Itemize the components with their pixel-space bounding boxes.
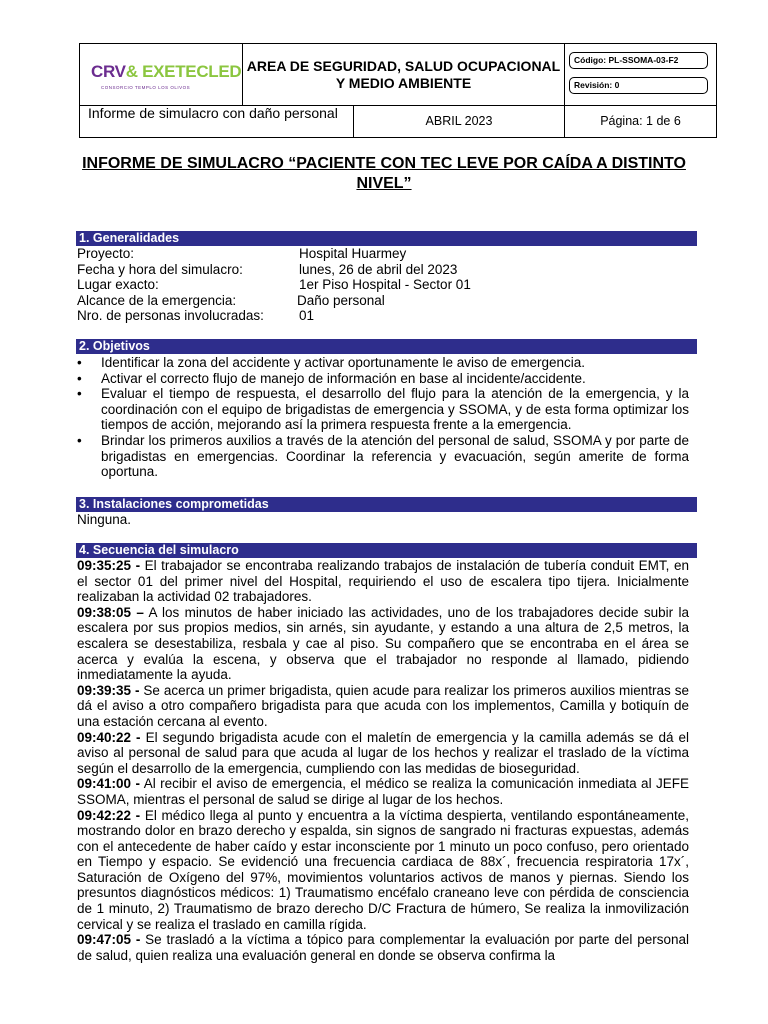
sequence-text: Se acerca un primer brigadista, quien acude para realizar los primeros auxilios mientras se dá el aviso a otro compañero brigadista para que acuda con los implementos, Camilla y botiquín de una estación cercana al evento. bbox=[77, 682, 689, 729]
logo-subtitle: CONSORCIO TEMPLO LOS OLIVOS bbox=[101, 85, 191, 90]
generalidades-row bbox=[77, 308, 697, 324]
logo-wordmark bbox=[91, 62, 241, 82]
timestamp: 09:47:05 - bbox=[77, 932, 141, 948]
document-title: INFORME DE SIMULACRO “PACIENTE CON TEC LEVE POR CAÍDA A DISTINTO NIVEL” bbox=[82, 155, 686, 192]
secuencia-list bbox=[77, 558, 689, 963]
timestamp: 09:39:35 - bbox=[77, 682, 140, 698]
logo-text-crv: CRV bbox=[91, 62, 126, 81]
document-header bbox=[79, 43, 717, 138]
list-item-text: Activar el correcto flujo de manejo de información en base al incidente/accidente. bbox=[101, 370, 586, 386]
sequence-entry bbox=[77, 605, 689, 683]
section-heading-objetivos: 2. Objetivos bbox=[76, 339, 697, 354]
sequence-text: El trabajador se encontraba realizando trabajos de instalación de tubería conduit EMT, en el sector 01 del primer nivel del Hospital, requiriendo el uso de escalera tipo tijera. Inicialmente realizaban la actividad 02 trabajadores. bbox=[77, 558, 689, 605]
document-revision: Revisión: 0 bbox=[569, 77, 708, 94]
logo-text-exetecled: & EXETECLED bbox=[125, 62, 242, 81]
generalidades-row bbox=[77, 262, 697, 278]
field-value: 01 bbox=[299, 308, 315, 324]
generalidades-list bbox=[77, 246, 697, 324]
field-label: Fecha y hora del simulacro: bbox=[77, 261, 243, 277]
bullet: • bbox=[77, 432, 82, 448]
timestamp: 09:42:22 - bbox=[77, 807, 141, 823]
bullet: • bbox=[77, 355, 82, 370]
sequence-text: El segundo brigadista acude con el maletín de emergencia y la camilla además se dá el aviso al personal de salud para que acuda al lugar de los hechos y realizar el traslado de la víctima según el desarrollo de la emergencia, cumpliendo con las medidas de bioseguridad. bbox=[77, 729, 689, 776]
field-label: Alcance de la emergencia: bbox=[77, 292, 237, 308]
timestamp: 09:35:25 - bbox=[77, 558, 141, 573]
sequence-text: Al recibir el aviso de emergencia, el médico se realiza la comunicación inmediata al JEFE SSOMA, mientras el personal de salud se dirige al lugar de los hechos. bbox=[77, 776, 690, 807]
generalidades-row bbox=[77, 293, 697, 309]
sequence-entry bbox=[77, 683, 689, 730]
timestamp: 09:40:22 - bbox=[77, 729, 141, 745]
field-value: 1er Piso Hospital - Sector 01 bbox=[299, 277, 471, 293]
sequence-entry bbox=[77, 730, 689, 777]
bullet: • bbox=[77, 370, 82, 386]
timestamp: 09:38:05 – bbox=[77, 604, 144, 620]
section-heading-generalidades: 1. Generalidades bbox=[76, 231, 697, 246]
list-item bbox=[77, 386, 689, 433]
sequence-text: Se trasladó a la víctima a tópico para complementar la evaluación por parte del personal de salud, quien realiza una evaluación general en donde se observa confirma la bbox=[77, 932, 689, 963]
field-label: Nro. de personas involucradas: bbox=[77, 308, 264, 324]
list-item-text: Brindar los primeros auxilios a través de la atención del personal de salud, SSOMA y por parte de brigadistas en emergencias. Coordinar la referencia y evacuación, según amerite de forma oportuna. bbox=[101, 432, 689, 480]
objetivos-list bbox=[77, 355, 689, 480]
document-description: Informe de simulacro con daño personal bbox=[88, 105, 338, 121]
list-item bbox=[77, 433, 689, 480]
document-date: ABRIL 2023 bbox=[425, 114, 493, 128]
generalidades-row bbox=[77, 246, 697, 262]
section-heading-instalaciones: 3. Instalaciones comprometidas bbox=[76, 497, 697, 512]
header-title: AREA DE SEGURIDAD, SALUD OCUPACIONAL Y MEDIO AMBIENTE bbox=[246, 57, 561, 91]
field-value: Hospital Huarmey bbox=[299, 246, 407, 261]
document-code: Código: PL-SSOMA-03-F2 bbox=[569, 52, 708, 69]
page-number: Página: 1 de 6 bbox=[600, 114, 681, 128]
generalidades-row bbox=[77, 277, 697, 293]
list-item-text: Identificar la zona del accidente y activar oportunamente le aviso de emergencia. bbox=[101, 355, 586, 370]
company-logo bbox=[87, 52, 242, 96]
bullet: • bbox=[77, 386, 82, 402]
field-label: Proyecto: bbox=[77, 246, 135, 261]
field-label: Lugar exacto: bbox=[77, 277, 159, 293]
list-item bbox=[77, 355, 689, 371]
timestamp: 09:41:00 - bbox=[77, 776, 140, 792]
sequence-entry bbox=[77, 808, 689, 933]
list-item bbox=[77, 371, 689, 387]
sequence-entry bbox=[77, 932, 689, 963]
sequence-entry bbox=[77, 776, 689, 807]
sequence-text: El médico llega al punto y encuentra a la víctima despierta, ventilando espontáneamente, mostrando dolor en brazo derecho y espalda, sin signos de sangrado ni fracturas expuestas, además con el antecedente de haber caído y estar inconsciente por 1 minuto un poco confuso, pero orientado en Tiempo y espacio. Se evidenció una frecuencia cardiaca de 88x´, frecuencia respiratoria 17x´, Saturación de Oxígeno del 97%, movimientos voluntarios activos de manos y piernas. Siendo los presuntos diagnósticos médicos: 1) Traumatismo encéfalo craneano leve con pérdida de consciencia de 1 minuto, 2) Traumatismo de brazo derecho D/C Fractura de húmero, Se realiza la inmovilización cervical y se realiza el traslado en camilla rígida. bbox=[77, 807, 689, 932]
field-value: lunes, 26 de abril del 2023 bbox=[299, 261, 458, 277]
sequence-entry bbox=[77, 558, 689, 605]
sequence-text: A los minutos de haber iniciado las actividades, uno de los trabajadores decide subir la escalera por sus propios medios, sin arnés, sin ayudante, y estando a una altura de 2,5 metros, la escalera se desestabiliza, resbala y cae al piso. Su compañero que se encontraba en el área se acerca y evalúa la escena, y observa que el trabajador no responde al llamado, pidiendo inmediatamente la ayuda. bbox=[77, 604, 689, 683]
list-item-text: Evaluar el tiempo de respuesta, el desarrollo del flujo para la atención de la emergencia, y la coordinación con el equipo de brigadistas de emergencia y SSOMA, y de esta forma optimizar los tiempos de acción, mejorando así la primera respuesta frente a la emergencia. bbox=[101, 386, 689, 433]
field-value: Daño personal bbox=[297, 292, 385, 308]
instalaciones-text: Ninguna. bbox=[77, 512, 132, 527]
section-heading-secuencia: 4. Secuencia del simulacro bbox=[76, 543, 697, 558]
